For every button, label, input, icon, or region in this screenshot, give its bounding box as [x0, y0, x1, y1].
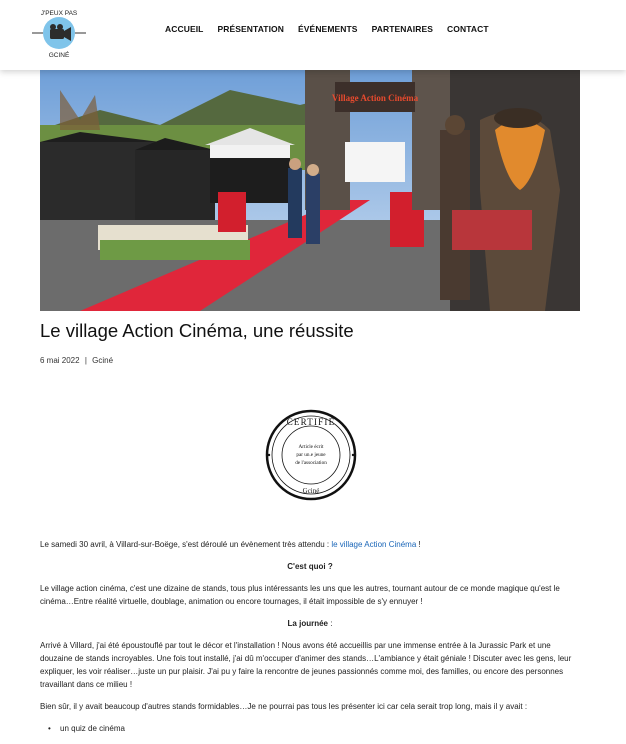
- site-header: [0, 0, 626, 70]
- stamp-line-2: par un.e jeune: [296, 452, 326, 458]
- certified-badge: [241, 385, 381, 525]
- film-reel-icon: [50, 24, 56, 30]
- article-title: Le village Action Cinéma, une réussite: [40, 320, 354, 341]
- stamp-top-text: CERTIFIÉ: [286, 417, 336, 427]
- black-tent: [135, 150, 215, 230]
- visitor-1: [288, 168, 302, 238]
- hero-photo-illustration: [40, 70, 580, 311]
- visitor-2-head: [307, 164, 319, 176]
- article-date: 6 mai 2022: [40, 356, 80, 365]
- site-logo[interactable]: [26, 6, 92, 60]
- stamp-line-1: Article écrit: [298, 444, 324, 450]
- pirate-sash: [452, 210, 532, 250]
- list-item: • un quiz de cinéma: [48, 722, 580, 735]
- logo-top-text: J'PEUX PAS: [40, 10, 78, 17]
- nav-contact[interactable]: CONTACT: [447, 24, 489, 34]
- hero-photo: [40, 70, 580, 311]
- intro-text: Le samedi 30 avril, à Villard-sur-Boëge, s'est déroulé un évènement très attendu :: [40, 540, 332, 549]
- article-meta: [40, 356, 113, 365]
- stamp-line-3: de l'association: [295, 460, 327, 466]
- nav-accueil[interactable]: ACCUEIL: [165, 24, 204, 34]
- stands-list: [40, 722, 580, 735]
- certified-stamp: [241, 385, 381, 525]
- paragraph-2: Arrivé à Villard, j'ai été époustouflé par tout le décor et l'installation ! Nous avons été accueillis par une immense entrée à la Jurassic Park et une douzaine de stands incroyables. Une fois tout installé, j'ai dû m'occuper d'animer des stands…L'ambiance y était géniale ! Discuter avec les gens, leur expliquer, les voir réaliser…juste un pur plaisir. J'ai pu y faire la rencontre de jeunes passionnés comme moi, des familles, ou encore des personnes travaillant dans ce milieu !: [40, 641, 572, 689]
- cinema-seat-left: [218, 192, 246, 232]
- film-reel-icon: [57, 24, 63, 30]
- paragraph-1: Le village action cinéma, c'est une dizaine de stands, tous plus intéressants les uns que les autres, tournant autour de ce monde magique qu'est le cinéma…Entre réalité virtuelle, doublage, animation ou encore tournages, il était impossible de s'y ennuyer !: [40, 584, 560, 606]
- article-category[interactable]: Gciné: [92, 356, 114, 365]
- stamp-dot: [268, 454, 270, 456]
- nav-evenements[interactable]: ÉVÉNEMENTS: [298, 24, 358, 34]
- meta-separator: |: [84, 356, 87, 365]
- section-heading-2: [40, 617, 580, 630]
- camera-icon: [50, 29, 64, 39]
- entrance-sign: Village Action Cinéma: [331, 93, 419, 103]
- stamp-dot: [352, 454, 354, 456]
- heading-la-journee: La journée: [287, 619, 328, 628]
- intro-paragraph: [40, 538, 580, 551]
- grass-strip: [100, 240, 250, 260]
- nav-partenaires[interactable]: PARTENAIRES: [371, 24, 433, 34]
- pirate-hat: [494, 108, 542, 128]
- paragraph-3: Bien sûr, il y avait beaucoup d'autres stands formidables…Je ne pourrai pas tous les présenter ici car cela serait trop long, mais il y avait :: [40, 702, 528, 711]
- visitor-2: [306, 174, 320, 244]
- logo-bottom-text: GCINÉ: [48, 52, 70, 59]
- heading-cest-quoi: C'est quoi ?: [287, 562, 333, 571]
- article-body: [40, 538, 580, 735]
- white-tent-back: [345, 142, 405, 182]
- village-link[interactable]: le village Action Cinéma: [331, 540, 417, 549]
- intro-end: !: [416, 540, 421, 549]
- stamp-bottom-text: Gciné: [302, 487, 320, 495]
- pirate-head-small: [445, 115, 465, 135]
- main-nav: [165, 24, 489, 34]
- nav-presentation[interactable]: PRÉSENTATION: [217, 24, 285, 34]
- section-heading-1: [40, 560, 580, 573]
- heading-suffix: :: [328, 619, 333, 628]
- visitor-1-head: [289, 158, 301, 170]
